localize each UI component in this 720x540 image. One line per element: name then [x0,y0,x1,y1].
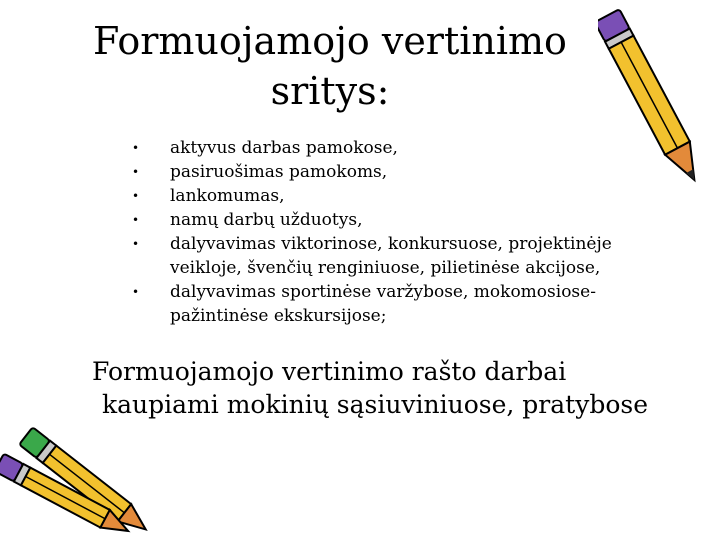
slide-title [60,16,600,116]
list-item: • dalyvavimas sportinėse varžybose, mokomosiose- pažintinėse ekskursijose; [132,282,596,326]
bullet-icon: • [132,213,140,227]
list-item: • lankomumas, [132,186,285,206]
bullet-icon: • [132,165,140,179]
criteria-list [124,136,644,328]
pencil-icon [0,425,170,540]
bullet-icon: • [132,237,140,251]
footer-line-1: Formuojamojo vertinimo rašto darbai [92,357,567,386]
title-line-1: Formuojamojo vertinimo [93,19,567,63]
list-item: • pasiruošimas pamokoms, [132,162,388,182]
pencil-icon [598,0,708,200]
footer-line-2: kaupiami mokinių sąsiuviniuose, pratybose [102,390,649,419]
title-line-2: sritys: [270,69,390,113]
list-item: • namų darbų užduotys, [132,210,363,230]
footer-note [92,355,692,421]
list-item: • dalyvavimas viktorinose, konkursuose, projektinėje veikloje, švenčių renginiuose, pilietinėse akcijose, [132,234,612,278]
bullet-icon: • [132,285,140,299]
list-item: • aktyvus darbas pamokose, [132,138,398,158]
bullet-icon: • [132,189,140,203]
bullet-icon: • [132,141,140,155]
